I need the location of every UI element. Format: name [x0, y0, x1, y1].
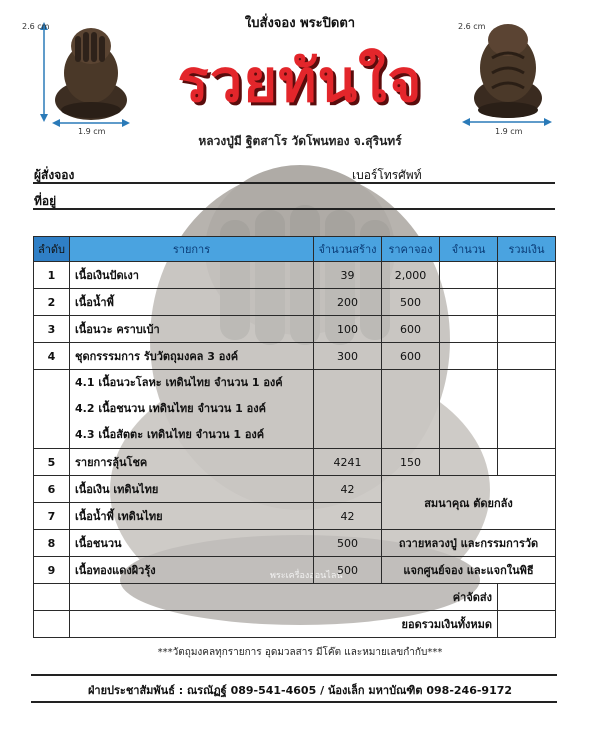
address-field[interactable]: [33, 208, 555, 210]
row-item: รายการลุ้นโชค: [70, 449, 314, 476]
row-no: 4: [34, 343, 70, 370]
sub-items-blank: [34, 370, 70, 449]
sub-items-blank: [498, 370, 556, 449]
row-qty-input[interactable]: [440, 316, 498, 343]
row-qty-input[interactable]: [440, 289, 498, 316]
header-qty-made: จำนวนสร้าง: [314, 237, 382, 262]
row-item: เนื้อเงินปัดเงา: [70, 262, 314, 289]
form-title: ใบสั่งจอง พระปิดตา: [244, 16, 356, 31]
row-item: เนื้อชนวน: [70, 530, 314, 557]
table-row: [34, 343, 556, 370]
left-width-label: 1.9 cm: [78, 127, 106, 136]
row-price: 600: [382, 343, 440, 370]
row-total-input[interactable]: [498, 449, 556, 476]
header-item: รายการ: [70, 237, 314, 262]
orderer-field[interactable]: [33, 182, 555, 184]
sub-item: 4.2 เนื้อชนวน เทดินไทย จำนวน 1 องค์: [75, 402, 266, 415]
big-title-banner: [140, 28, 460, 115]
shipping-input[interactable]: [498, 584, 556, 611]
footnote: ***วัตถุมงคลทุกรายการ อุดมวลสาร มีโค๊ต และหมายเลขกำกับ***: [157, 647, 443, 658]
blank-cell: [34, 584, 70, 611]
row-qty-made: 42: [314, 503, 382, 530]
row-qty-made: 500: [314, 530, 382, 557]
row-note: ถวายหลวงปู่ และกรรมการวัด: [382, 530, 556, 557]
table-row: [34, 557, 556, 584]
row-qty-made: 4241: [314, 449, 382, 476]
row-qty-made: 42: [314, 476, 382, 503]
grand-total-label: ยอดรวมเงินทั้งหมด: [70, 611, 498, 638]
row-item: เนื้อเงิน เทดินไทย: [70, 476, 314, 503]
table-row: [34, 316, 556, 343]
row-price: 150: [382, 449, 440, 476]
row-qty-input[interactable]: [440, 262, 498, 289]
sub-items-blank: [382, 370, 440, 449]
table-row-sub-items: [34, 370, 556, 449]
row-qty-input[interactable]: [440, 449, 498, 476]
subtitle: หลวงปู่มี ฐิตสาโร วัดโพนทอง จ.สุรินทร์: [198, 134, 402, 148]
table-row: [34, 289, 556, 316]
row-note: สมนาคุณ ตัดยกลัง: [382, 476, 556, 530]
row-qty-made: 300: [314, 343, 382, 370]
row-item: เนื้อทองแดงผิวรุ้ง: [70, 557, 314, 584]
header-no: ลำดับ: [34, 237, 70, 262]
right-height-label: 2.6 cm: [458, 22, 486, 31]
left-height-label: 2.6 cm: [22, 22, 50, 31]
sub-items-blank: [314, 370, 382, 449]
row-qty-input[interactable]: [440, 343, 498, 370]
sub-items-blank: [440, 370, 498, 449]
row-total-input[interactable]: [498, 343, 556, 370]
row-qty-made: 100: [314, 316, 382, 343]
row-qty-made: 500: [314, 557, 382, 584]
big-title: รวยทันใจ: [177, 47, 423, 115]
table-header-row: [34, 237, 556, 262]
table-row: [34, 262, 556, 289]
row-item: ชุดกรรรมการ รับวัตถุมงคล 3 องค์: [70, 343, 314, 370]
row-qty-made: 39: [314, 262, 382, 289]
row-no: 6: [34, 476, 70, 503]
row-total-input[interactable]: [498, 262, 556, 289]
header-price: ราคาจอง: [382, 237, 440, 262]
address-label: ที่อยู่: [34, 194, 57, 208]
row-no: 2: [34, 289, 70, 316]
phone-label: เบอร์โทรศัพท์: [352, 168, 422, 182]
row-price: 2,000: [382, 262, 440, 289]
amulet-back-photo: [462, 18, 562, 133]
row-no: 3: [34, 316, 70, 343]
orderer-label: ผู้สั่งจอง: [34, 168, 75, 182]
order-table: [33, 236, 556, 638]
sub-items-cell: [70, 370, 314, 449]
sub-item: 4.1 เนื้อนวะโลหะ เทดินไทย จำนวน 1 องค์: [75, 376, 283, 389]
row-total-input[interactable]: [498, 289, 556, 316]
row-item: เนื้อน้ำพี้ เทดินไทย: [70, 503, 314, 530]
row-item: เนื้อนวะ คราบเบ้า: [70, 316, 314, 343]
right-width-label: 1.9 cm: [495, 127, 523, 136]
row-price: 500: [382, 289, 440, 316]
row-no: 9: [34, 557, 70, 584]
grand-total-input[interactable]: [498, 611, 556, 638]
row-price: 600: [382, 316, 440, 343]
sub-item: 4.3 เนื้อสัตตะ เทดินไทย จำนวน 1 องค์: [75, 428, 265, 441]
row-qty-made: 200: [314, 289, 382, 316]
amulet-front-photo: [38, 18, 138, 133]
row-item: เนื้อน้ำพี้: [70, 289, 314, 316]
row-no: 1: [34, 262, 70, 289]
table-row: [34, 530, 556, 557]
shipping-label: ค่าจัดส่ง: [70, 584, 498, 611]
total-row: [34, 611, 556, 638]
blank-cell: [34, 611, 70, 638]
header-total: รวมเงิน: [498, 237, 556, 262]
row-note: แจกศูนย์จอง และแจกในพิธี: [382, 557, 556, 584]
row-no: 8: [34, 530, 70, 557]
table-row: [34, 476, 556, 503]
row-no: 7: [34, 503, 70, 530]
contact-info: ฝ่ายประชาสัมพันธ์ : ณรณัฏฐ์ 089-541-4605 / น้องเล็ก มหาบัณฑิต 098-246-9172: [87, 684, 513, 697]
header-qty: จำนวน: [440, 237, 498, 262]
watermark-caption: พระเครื่องออนไลน์: [270, 571, 343, 581]
row-no: 5: [34, 449, 70, 476]
shipping-row: [34, 584, 556, 611]
table-row: [34, 449, 556, 476]
row-total-input[interactable]: [498, 316, 556, 343]
